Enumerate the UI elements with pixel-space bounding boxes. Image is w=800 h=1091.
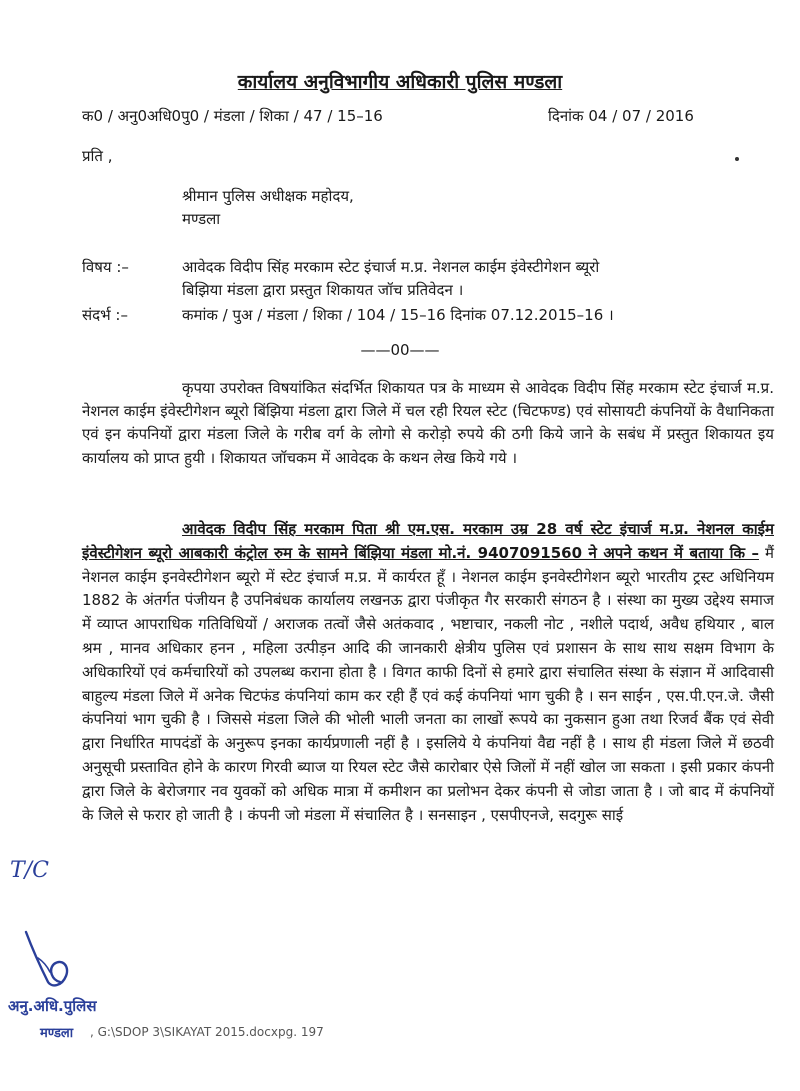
body-paragraph-1-text: कृपया उपरोक्त विषयांकित संदर्भित शिकायत पत्र के माध्यम से आवेदक विदीप सिंह मरकाम स्टेट इंचार्ज म.प्र. नेशनल काईम इंवेस्टीगेशन ब्यूरो बिंझिया मंडला द्वारा जिले में चल रही रियल स्टेट (चिटफण्ड) एवं सोसायटी कंपनियों के वैधानिकता एवं इन कंपनियों द्वारा मंडला जिले के गरीब वर्ग के लोगो से करोड़ो रुपये की ठगी किये जाने के सबंध में प्रस्तुत शिकायत इय कार्यालय को प्राप्त हुयी । शिकायत जॉचकम में आवेदक के कथन लेख किये गये । bbox=[82, 379, 774, 467]
recipient-line-1: श्रीमान पुलिस अधीक्षक महोदय, bbox=[182, 187, 354, 205]
subject-label: विषय :– bbox=[82, 258, 129, 276]
handwritten-tc-note: T/C bbox=[10, 858, 49, 883]
letter-date: दिनांक 04 / 07 / 2016 bbox=[548, 107, 694, 125]
reference-number: क0 / अनु0अधि0पु0 / मंडला / शिका / 47 / 15–16 bbox=[82, 107, 383, 125]
office-title: कार्यालय अनुविभागीय अधिकारी पुलिस मण्डला bbox=[237, 71, 563, 93]
reference-label: संदर्भ :– bbox=[82, 306, 128, 324]
body-paragraph-1 bbox=[82, 377, 774, 470]
reference-text: कमांक / पुअ / मंडला / शिका / 104 / 15–16 दिनांक 07.12.2015–16 । bbox=[182, 306, 614, 324]
handwritten-signature bbox=[18, 928, 88, 992]
office-stamp-line-1: अनु.अधि.पुलिस bbox=[8, 997, 97, 1015]
subject-line-2: बिझिया मंडला द्वारा प्रस्तुत शिकायत जॉच प्रतिवेदन । bbox=[182, 281, 464, 299]
applicant-statement-text: मैं नेशनल काईम इनवेस्टीगेशन ब्यूरो में स्टेट इंचार्ज म.प्र. में कार्यरत हूँ । नेशनल काईम इनवेस्टीगेशन ब्यूरो भारतीय ट्रस्ट अधिनियम 1882 के अंतर्गत पंजीयन है उपनिबंधक कार्यालय लखनऊ द्वारा पंजीकृत गैर सरकारी संगठन है । संस्था का मुख्य उद्देश्य समाज में व्याप्त आपराधिक गतिविधियों / अराजक तत्वों जैसे अतंकवाद , भष्टाचार, नकली नोट , नशीले पदार्थ, अवैध हथियार , बाल श्रम , मानव अधिकार हनन , महिला उत्पीड़न आदि की जानकारी क्षेत्रीय पुलिस एवं प्रशासन के साथ साथ सक्षम विभाग के अधिकारियों एवं कर्मचारियों को उपलब्ध कराना होता है । विगत काफी दिनों से हमारे द्वारा संचालित संस्था के संज्ञान में आदिवासी बाहुल्य मंडला जिले में अनेक चिटफंड कंपनियां काम कर रही हैं एवं कई कंपनियां भाग चुकी है । सन साईन , एस.पी.एन.जे. जैसी कंपनियां भाग चुकी है । जिससे मंडला जिले की भोली भाली जनता का लाखों रूपये का नुकसान हुआ तथा रिजर्व बैंक एवं सेवी द्वारा निर्धारित मापदंडों के अनुरूप इनका कार्यप्रणाली नहीं है । इसलिये ये कंपनियां वैद्य नहीं है । साथ ही मंडला जिले में छठवी अनुसूची प्रस्तावित होने के कारण गिरवी ब्याज या रियल स्टेट जैसे कारोबार ऐसे जिलों में नहीं खोल जा सकता । इसी प्रकार कंपनी द्वारा जिले के बेरोजगार नव युवकों को अधिक मात्रा में कमीशन का प्रलोभन देकर कंपनी से जोडा जाता है । जो बाद में कंपनियों के जिले से फरार हो जाती है । कंपनी जो मंडला में संचालित है । सनसाइन , एसपीएनजे, सदगुरू साई bbox=[82, 543, 774, 824]
subject-line-1: आवेदक विदीप सिंह मरकाम स्टेट इंचार्ज म.प्र. नेशनल काईम इंवेस्टीगेशन ब्यूरो bbox=[182, 258, 600, 276]
office-stamp-line-2: मण्डला bbox=[40, 1026, 74, 1041]
body-paragraph-2 bbox=[82, 518, 774, 827]
recipient-prefix: प्रति , bbox=[82, 147, 113, 165]
recipient-line-2: मण्डला bbox=[182, 210, 221, 228]
applicant-statement-heading: आवेदक विदीप सिंह मरकाम पिता श्री एम.एस. मरकाम उम्र 28 वर्ष स्टेट इंचार्ज म.प्र. नेशनल काईम इंवेस्टीगेशन ब्यूरो आबकारी कंट्रोल रुम के सामने बिंझिया मंडला मो.नं. 9407091560 ने अपने कथन में बताया कि – bbox=[82, 520, 774, 562]
section-separator: ——00—— bbox=[360, 341, 440, 359]
ink-dot bbox=[735, 157, 739, 161]
file-path-footer: , G:\SDOP 3\SIKAYAT 2015.docxpg. 197 bbox=[90, 1025, 324, 1039]
